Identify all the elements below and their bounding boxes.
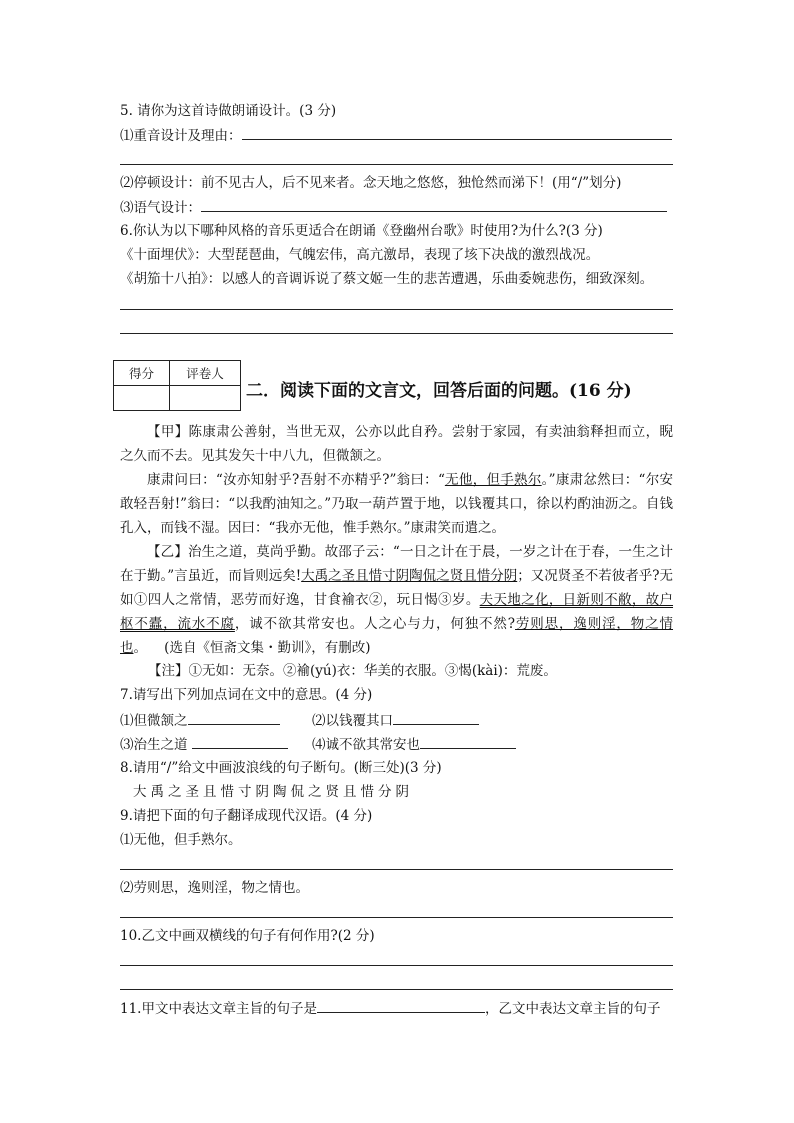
q7-item-1: ⑴但微颔之: [120, 713, 188, 729]
q7-blank-4[interactable]: [420, 735, 516, 749]
q5-part1-label: ⑴重音设计及理由：: [120, 128, 242, 144]
passage-jia-p1: 【甲】陈康肃公善射，当世无双，公亦以此自矜。尝射于家园，有卖油翁释担而立，睨之久而不去。见其发矢十中八九，但微颔之。: [120, 424, 673, 464]
passage-jia-p2: [120, 468, 673, 540]
q7-row1: [120, 711, 280, 730]
passage-yi-text: ；又况贤圣不若彼者乎?无如①四人之常情，恶劳而好逸，甘食褕衣②，玩日愒③岁。: [120, 568, 674, 608]
q11: [120, 999, 660, 1018]
q6-title: 6.你认为以下哪种风格的音乐更适合在朗诵《登幽州台歌》时使用?为什么?(3 分): [120, 223, 603, 239]
passage-jia-text: 。”康肃忿然曰：“尔安敢轻吾射!”翁曰：“以我酌油知之。”乃取一葫芦置于地，以钱覆其口，徐以杓酌油沥之。自钱孔入，而钱不湿。因曰：“我亦无他，惟手熟尔。”康肃笑而遣之。: [120, 472, 673, 536]
q5-part3-blank[interactable]: [201, 198, 667, 212]
underlined-sentence: 无他，但手熟尔: [444, 472, 542, 488]
q7-item-3: ⑶治生之道: [120, 737, 188, 753]
section-title: 二．阅读下面的文言文，回答后面的问题。(16 分): [246, 381, 632, 401]
q5-part1: [120, 126, 672, 145]
reviewer-header: 评卷人: [170, 361, 241, 386]
answer-line[interactable]: [120, 309, 673, 310]
q11-text-a: 11.甲文中表达文章主旨的句子是: [120, 1001, 317, 1017]
q5-part3: [120, 198, 667, 217]
q7-item-2: ⑵以钱覆其口: [312, 713, 393, 729]
q5-title: 5. 请你为这首诗做朗诵设计。(3 分): [120, 103, 337, 119]
passage-yi-text: 。: [133, 640, 147, 656]
q7-row2: [120, 735, 288, 754]
q8-title: 8.请用“/”给文中画波浪线的句子断句。(断三处)(3 分): [120, 760, 442, 776]
passage-yi-text: ，诚不欲其常安也。人之心与力，何独不然?: [234, 616, 516, 632]
passage-yi-text: 【乙】治生之道，莫尚乎勤。故邵子云：“一日之计在于晨，一岁之计在于春，一生之计在于勤。”言虽近，而旨则远矣!: [120, 544, 673, 584]
answer-line[interactable]: [120, 869, 673, 870]
q9-title: 9.请把下面的句子翻译成现代汉语。(4 分): [120, 808, 373, 824]
q8-sentence: 大禹之圣且惜寸阴陶侃之贤且惜分阴: [133, 784, 413, 800]
q5-part2: ⑵停顿设计：前不见古人，后不见来者。念天地之悠悠，独怆然而涕下！(用“/”划分): [120, 175, 622, 191]
q6-option-2: 《胡笳十八拍》：以感人的音调诉说了蔡文姬一生的悲苦遭遇，乐曲委婉悲伤，细致深刻。: [120, 271, 654, 287]
passage-source: (选自《恒斋文集・勤训》，有删改): [164, 640, 371, 656]
q11-text-b: ，乙文中表达文章主旨的句子: [484, 1001, 661, 1017]
score-header: 得分: [114, 361, 170, 386]
underlined-sentence: 劳则思，逸则淫，物之情也: [120, 616, 674, 656]
q7-item-4: ⑷诚不欲其常安也: [312, 737, 420, 753]
q5-part3-label: ⑶语气设计：: [120, 200, 201, 216]
q7-blank-3[interactable]: [192, 735, 288, 749]
passage-yi: [120, 540, 673, 660]
q7-row2b: [312, 735, 516, 754]
wavy-sentence: 大禹之圣且惜寸阴陶侃之贤且惜分阴: [301, 568, 518, 584]
answer-line[interactable]: [120, 965, 673, 966]
q10-title: 10.乙文中画双横线的句子有何作用?(2 分): [120, 928, 375, 944]
q11-blank-1[interactable]: [317, 999, 485, 1013]
answer-line[interactable]: [120, 989, 673, 990]
note: 【注】①无如：无奈。②褕(yú)衣：华美的衣服。③愒(kài)：荒废。: [148, 663, 557, 679]
q9-item-1: ⑴无他，但手熟尔。: [120, 832, 242, 848]
q6-option-1: 《十面埋伏》：大型琵琶曲，气魄宏伟，高亢激昂，表现了垓下决战的激烈战况。: [120, 247, 600, 263]
double-underlined-sentence: 夫天地之化，日新则不敝，故户枢不蠹，流水不腐: [120, 592, 674, 632]
answer-line[interactable]: [120, 164, 673, 165]
q7-blank-1[interactable]: [188, 711, 280, 725]
q7-row1b: [312, 711, 479, 730]
score-box: [113, 360, 241, 411]
q5-part1-blank[interactable]: [242, 126, 672, 140]
q7-blank-2[interactable]: [393, 711, 479, 725]
answer-line[interactable]: [120, 917, 673, 918]
q9-item-2: ⑵劳则思，逸则淫，物之情也。: [120, 880, 309, 896]
passage-jia-text: 康肃问曰：“汝亦知射乎?吾射不亦精乎?”翁曰：“: [147, 472, 445, 488]
reviewer-cell[interactable]: [170, 386, 241, 411]
answer-line[interactable]: [120, 333, 673, 334]
score-cell[interactable]: [114, 386, 170, 411]
q7-title: 7.请写出下列加点词在文中的意思。(4 分): [120, 687, 373, 703]
